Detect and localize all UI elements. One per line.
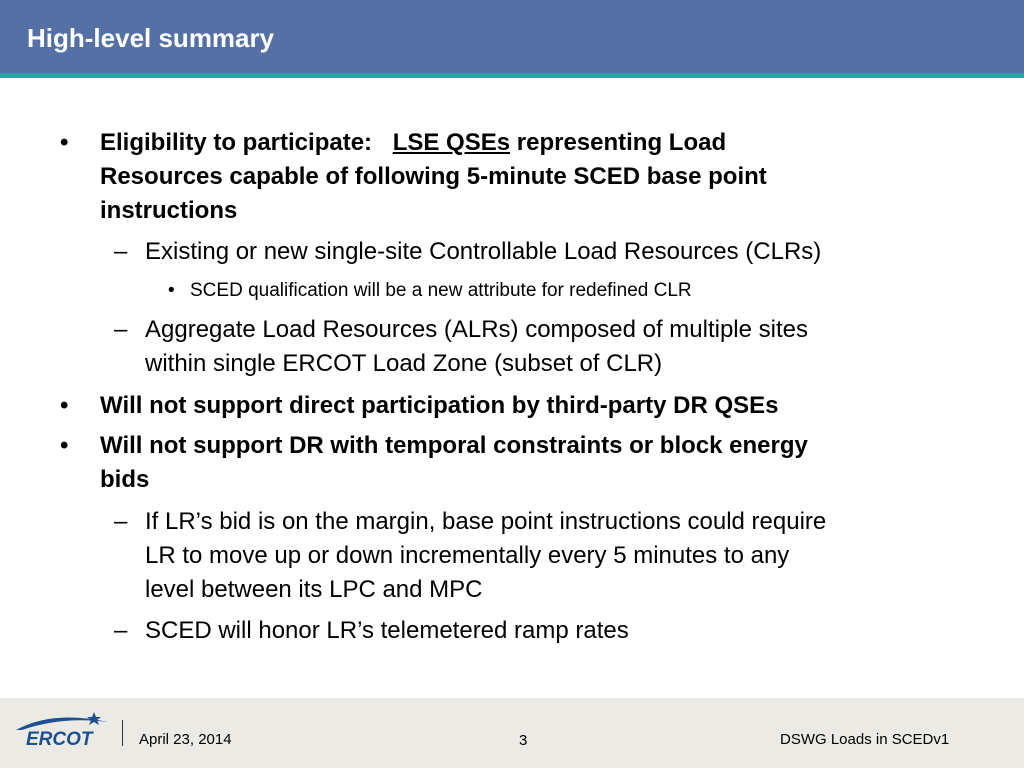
sub-sub-bullet-sced-qualification: SCED qualification will be a new attribute for redefined CLR bbox=[190, 280, 692, 301]
footer-date: April 23, 2014 bbox=[139, 731, 232, 748]
ercot-logo bbox=[12, 708, 112, 750]
sub-bullet-clrs: Existing or new single-site Controllable Load Resources (CLRs) bbox=[145, 238, 822, 265]
bullet-eligibility-line2: Resources capable of following 5-minute SCED base point bbox=[100, 163, 767, 190]
bullet-eligibility-prefix: Eligibility to participate: bbox=[100, 129, 373, 156]
bullet-no-temporal-line1: Will not support DR with temporal constraints or block energy bbox=[100, 432, 808, 459]
sub-sub-bullet-marker: • bbox=[168, 280, 175, 301]
footer-deck-title: DSWG Loads in SCEDv1 bbox=[780, 731, 950, 748]
bullet-marker: • bbox=[60, 432, 69, 459]
logo-separator bbox=[122, 720, 123, 746]
slide-title: High-level summary bbox=[27, 23, 275, 53]
bullet-marker: • bbox=[60, 392, 69, 419]
sub-bullet-marker: – bbox=[114, 238, 128, 265]
sub-bullet-marker: – bbox=[114, 316, 128, 343]
sub-bullet-marker: – bbox=[114, 617, 128, 644]
lse-qses-link[interactable]: LSE QSEs bbox=[392, 129, 511, 156]
bullet-eligibility-suffix: representing Load bbox=[516, 129, 727, 156]
logo-wordmark: ERCOT bbox=[26, 729, 93, 750]
logo-star bbox=[87, 712, 101, 725]
sub-bullet-ramp-rates: SCED will honor LR’s telemetered ramp rates bbox=[145, 617, 629, 644]
sub-bullet-margin-line3: level between its LPC and MPC bbox=[145, 576, 483, 603]
sub-bullet-margin-line1: If LR’s bid is on the margin, base point instructions could require bbox=[145, 508, 827, 535]
sub-bullet-margin-line2: LR to move up or down incrementally every 5 minutes to any bbox=[145, 542, 790, 569]
bullet-no-third-party: Will not support direct participation by third-party DR QSEs bbox=[100, 392, 779, 419]
bullet-no-temporal-line2: bids bbox=[100, 466, 150, 493]
bullet-eligibility-line3: instructions bbox=[100, 197, 238, 224]
sub-bullet-alrs-line1: Aggregate Load Resources (ALRs) composed of multiple sites bbox=[145, 316, 808, 343]
sub-bullet-alrs-line2: within single ERCOT Load Zone (subset of CLR) bbox=[145, 350, 663, 377]
bullet-eligibility bbox=[100, 126, 726, 160]
page-number: 3 bbox=[519, 732, 528, 749]
sub-bullet-marker: – bbox=[114, 508, 128, 535]
bullet-marker: • bbox=[60, 129, 69, 156]
